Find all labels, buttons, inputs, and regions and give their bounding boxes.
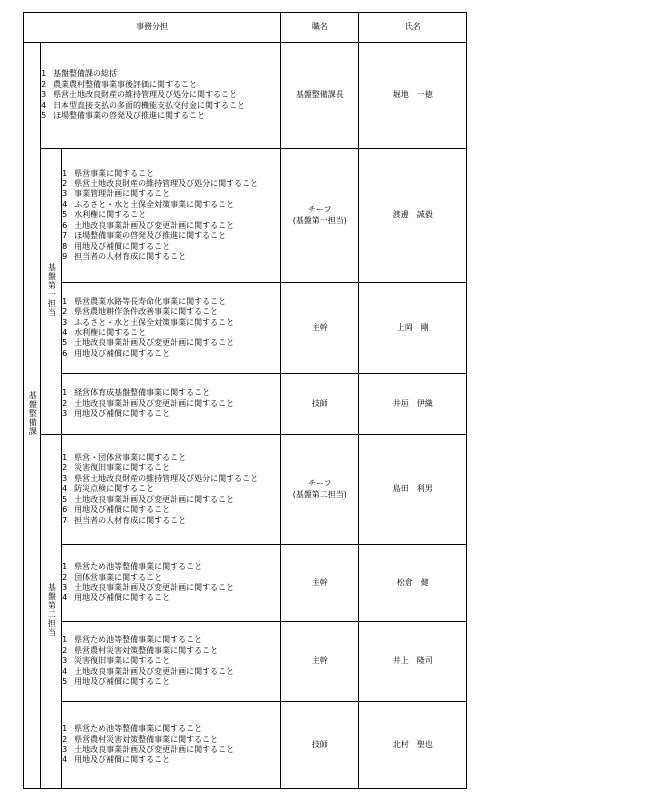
duties-cell [41,43,281,149]
duty-item [41,69,280,79]
duty-text: 災害復旧事業に関すること [74,463,171,473]
duty-text: 県営農業水路等長寿命化事業に関すること [74,296,227,306]
duty-text: ほ場整備事業の啓発及び推進に関すること [74,231,227,241]
duty-text: 県営ため池等整備事業に関すること [74,635,203,645]
person-name: 井垣 伊織 [359,374,467,435]
job-title: 基盤整備課長 [295,90,344,100]
title-cell [281,283,359,374]
duty-item [62,463,280,473]
duty-item [41,90,280,100]
duty-number: 3 [62,745,68,754]
duty-number: 1 [62,635,68,645]
duty-item [62,252,280,262]
duty-item [62,328,280,338]
duty-item [62,453,280,463]
duty-text: 県営農地耕作条件改善事業に関すること [74,307,219,317]
duty-number: 1 [62,453,68,463]
duties-cell [62,435,281,545]
duty-number: 4 [62,199,68,209]
title-cell [281,374,359,435]
duties-cell [62,149,281,283]
duty-item [62,755,280,765]
duty-number: 2 [62,307,68,317]
person-name: 渡邊 誠毅 [359,149,467,283]
duty-number: 6 [62,348,68,358]
duty-text: 用地及び補償に関すること [74,755,171,765]
duty-number: 4 [62,593,68,603]
duty-text: 担当者の人材育成に関すること [74,251,187,261]
duty-item [62,307,280,317]
group-label [41,435,62,789]
duty-item [62,735,280,745]
duty-text: 県営土地改良財産の維持管理及び処分に関すること [53,90,238,100]
duty-item [62,474,280,484]
duty-number: 4 [62,755,68,765]
duty-list [62,562,280,604]
duty-text: 県営農村災害対策整備事業に関すること [74,645,219,655]
duty-item [62,399,280,409]
duty-item [62,667,280,677]
duty-item [62,349,280,359]
duty-item [62,409,280,419]
duty-number: 2 [62,398,68,408]
title-cell [281,702,359,789]
duty-item [62,189,280,199]
duty-item [62,318,280,328]
duty-item [62,745,280,755]
duty-item [62,200,280,210]
job-title: チーフ [308,479,332,489]
job-title: チーフ [308,205,332,215]
duty-number: 2 [41,79,47,89]
duties-cell [62,283,281,374]
division-label [24,43,41,789]
duty-number: 2 [62,645,68,655]
person-name: 松倉 健 [359,545,467,622]
title-cell [281,622,359,702]
duty-number: 2 [62,179,68,189]
job-title-sub: (基盤第二担当) [292,489,347,499]
duty-text: 土地改良事業計画及び変更計画に関すること [74,745,235,754]
job-title: 主幹 [311,577,328,587]
duty-item [62,484,280,494]
title-cell [281,43,359,149]
duty-item [62,179,280,189]
duty-text: 事業管理計画に関すること [74,189,171,199]
duty-number: 7 [62,231,68,241]
duty-item [41,80,280,90]
duty-text: 用地及び補償に関すること [74,348,171,358]
duties-cell [62,374,281,435]
job-title: 技師 [311,739,328,749]
duty-text: 担当者の人材育成に関すること [74,515,187,525]
duty-list [62,453,280,526]
job-title: 技師 [311,398,328,408]
duties-cell [62,545,281,622]
duty-number: 4 [41,100,47,110]
header-title: 職名 [281,13,359,43]
duty-item [62,516,280,526]
duty-list [62,635,280,687]
duty-number: 1 [62,168,68,178]
duty-item [62,573,280,583]
table-row [24,622,467,702]
duty-number: 2 [62,734,68,744]
title-cell [281,435,359,545]
duty-text: 用地及び補償に関すること [74,677,171,687]
duty-number: 1 [62,388,68,398]
duty-list [62,724,280,766]
group-label-text: 基盤第一担当 [47,262,57,317]
duty-text: 土地改良事業計画及び変更計画に関すること [74,583,235,592]
title-cell [281,149,359,283]
duty-number: 3 [62,317,68,327]
duty-number: 5 [62,494,68,504]
duty-text: 県営事業に関すること [74,168,155,178]
duty-number: 3 [62,189,68,199]
duty-item [62,297,280,307]
duty-number: 3 [62,409,68,419]
duty-text: 土地改良事業計画及び変更計画に関すること [74,338,235,348]
duty-item [62,231,280,241]
duty-number: 1 [62,562,68,572]
duty-item [62,656,280,666]
duty-text: ふるさと・水と土保全対策事業に関すること [74,317,235,327]
duty-item [62,388,280,398]
table-body [24,43,467,789]
duty-text: 防災点検に関すること [74,484,155,494]
duty-text: 土地改良事業計画及び変更計画に関すること [74,398,235,408]
duty-number: 4 [62,484,68,494]
duties-cell [62,702,281,789]
duty-number: 3 [62,656,68,666]
job-title-sub: (基盤第一担当) [292,215,347,225]
group-label [41,149,62,435]
duty-text: 団体営事業に関すること [74,572,163,582]
duty-text: 土地改良事業計画及び変更計画に関すること [74,666,235,676]
duty-text: 県営ため池等整備事業に関すること [74,724,203,734]
job-title: 主幹 [311,322,328,332]
duty-text: 土地改良事業計画及び変更計画に関すること [74,220,235,230]
duty-item [62,338,280,348]
duty-item [62,646,280,656]
table-row [24,149,467,283]
duty-number: 1 [62,296,68,306]
title-cell [281,545,359,622]
duty-text: ほ場整備事業の啓発及び推進に関すること [53,111,206,121]
duty-item [62,169,280,179]
table-row [24,283,467,374]
duty-list [62,388,280,419]
duty-text: 経営体育成基盤整備事業に関すること [74,388,211,398]
person-name: 北村 聖也 [359,702,467,789]
header-name: 氏名 [359,13,467,43]
division-label-text: 基盤整備課 [28,391,38,437]
duty-assignment-table [23,12,467,789]
duty-item [62,583,280,593]
table-row [24,435,467,545]
duty-number: 3 [62,473,68,483]
duty-number: 9 [62,251,68,261]
duties-cell [62,622,281,702]
header-duties: 事務分担 [24,13,281,43]
person-name: 島田 利男 [359,435,467,545]
duty-number: 5 [62,210,68,220]
duty-item [62,562,280,572]
duty-number: 6 [62,505,68,515]
duty-number: 2 [62,572,68,582]
duty-text: 県営土地改良財産の維持管理及び処分に関すること [74,473,259,483]
duty-list [41,69,280,121]
duty-number: 1 [62,724,68,734]
header-row [24,13,467,43]
duty-text: 県営ため池等整備事業に関すること [74,562,203,572]
duty-text: 用地及び補償に関すること [74,409,171,419]
duty-number: 1 [41,69,47,79]
duty-item [41,111,280,121]
duty-item [62,635,280,645]
job-title: 主幹 [311,656,328,666]
duty-item [62,495,280,505]
person-name: 井上 隆司 [359,622,467,702]
duty-text: 土地改良事業計画及び変更計画に関すること [74,494,235,504]
duty-number: 7 [62,515,68,525]
duty-text: ふるさと・水と土保全対策事業に関すること [74,199,235,209]
duty-text: 用地及び補償に関すること [74,593,171,603]
duty-item [62,221,280,231]
duty-item [41,101,280,111]
duty-number: 4 [62,328,68,337]
duty-text: 用地及び補償に関すること [74,505,171,515]
duty-text: 県営・団体営事業に関すること [74,453,187,463]
table-row [24,545,467,622]
group-label-text: 基盤第二担当 [47,582,57,637]
duty-number: 3 [62,583,68,592]
duty-text: 県営農村災害対策整備事業に関すること [74,734,219,744]
duty-number: 4 [62,666,68,676]
person-name: 上岡 剛 [359,283,467,374]
duty-item [62,210,280,220]
duty-list [62,169,280,263]
duty-list [62,297,280,359]
duty-text: 県営土地改良財産の維持管理及び処分に関すること [74,179,259,189]
table-row [24,374,467,435]
duty-item [62,505,280,515]
duty-number: 3 [41,90,47,100]
duty-number: 5 [62,677,68,687]
duty-number: 2 [62,463,68,473]
duty-number: 6 [62,220,68,230]
duty-item [62,677,280,687]
duty-text: 災害復旧事業に関すること [74,656,171,666]
duty-number: 5 [62,338,68,348]
duty-item [62,593,280,603]
duty-text: 水利権に関すること [74,328,147,337]
duty-text: 日本型直接支払の多面的機能支払交付金に関すること [53,100,246,110]
duty-item [62,242,280,252]
duty-text: 用地及び補償に関すること [74,241,171,251]
duty-text: 農業農村整備事業事後評価に関すること [53,79,198,89]
duty-text: 水利権に関すること [74,210,147,220]
duty-number: 8 [62,241,68,251]
table-row [24,43,467,149]
duty-item [62,724,280,734]
duty-text: 基盤整備課の総括 [53,69,118,79]
duty-number: 5 [41,111,47,121]
person-name: 堀地 一徳 [359,43,467,149]
table-row [24,702,467,789]
